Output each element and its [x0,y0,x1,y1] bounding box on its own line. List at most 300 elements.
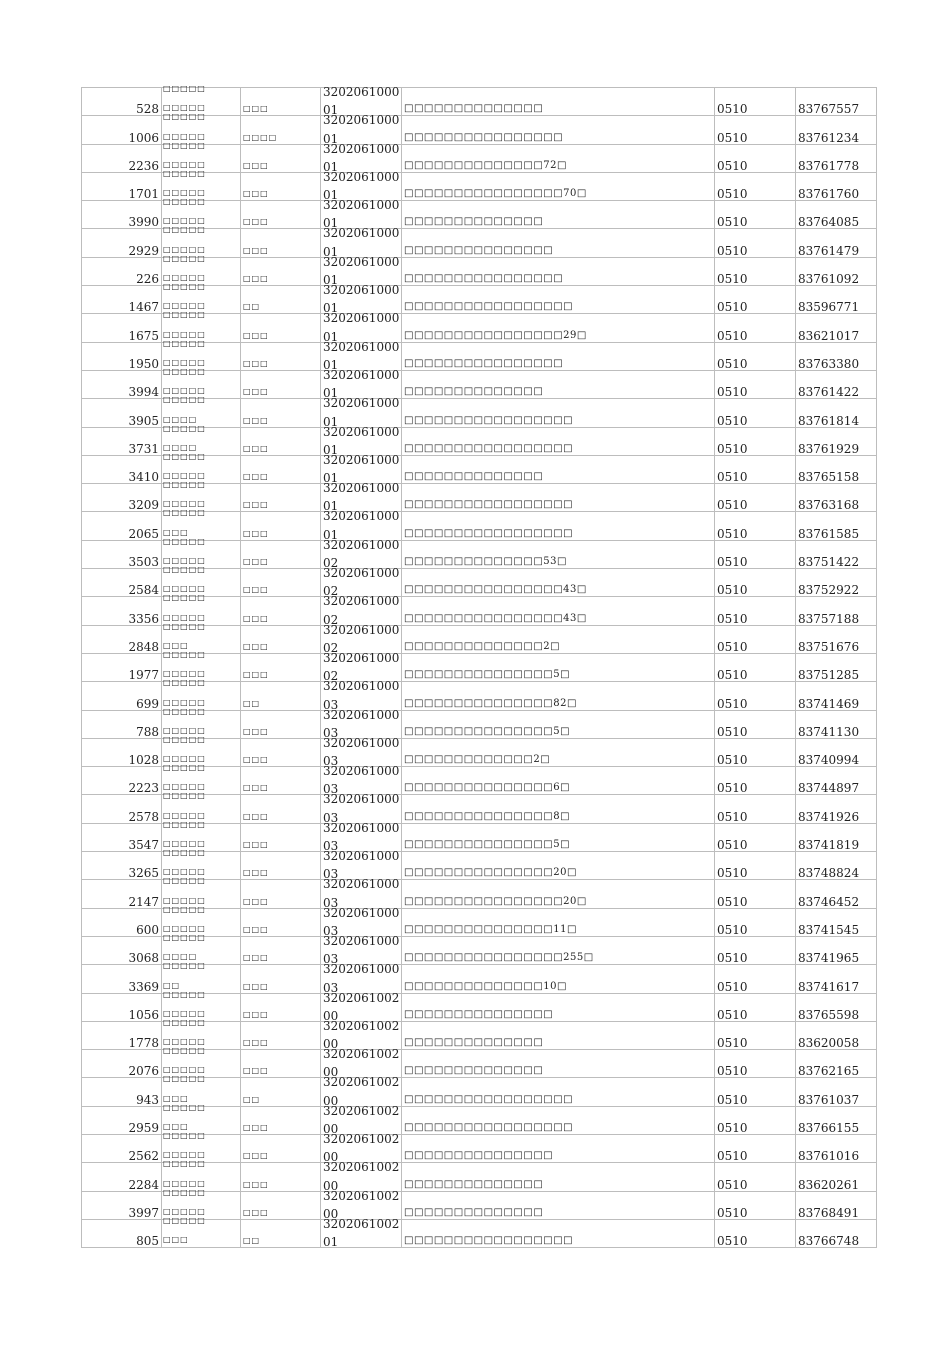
contact-person: □□ [243,1094,261,1104]
record-id-cell [82,682,162,710]
district-code-line2: 01 [323,131,339,146]
contact-person-cell [241,1050,321,1078]
company-name-line2: □□□ [163,1235,189,1245]
phone-number: 83763168 [798,498,860,513]
district-code-line2: 01 [323,527,339,542]
record-id-cell [82,993,162,1021]
contact-person: □□□ [243,387,269,397]
phone-area-code-cell [715,88,796,116]
record-id: 1778 [128,1036,159,1051]
area-code-cell [321,1188,402,1221]
phone-area-code: 0510 [717,1120,748,1135]
area-code-cell [321,820,402,854]
contact-person-cell [241,88,321,116]
phone-number-cell [796,993,877,1021]
company-name-line1: □□□□□ [163,876,206,886]
address-cell [402,427,715,455]
phone-area-code-cell [715,852,796,880]
contact-person: □□□ [243,783,269,793]
contact-person-cell [241,257,321,285]
area-code-cell [321,537,402,571]
company-name-line2: □□□□□ [163,159,206,169]
record-id-cell [82,512,162,540]
address-cell [402,1078,715,1106]
district-code-line1: 3202061000 [323,509,400,524]
phone-number: 83764085 [798,215,860,230]
district-code-line1: 3202061000 [323,85,400,99]
company-name-line1: □□□□□ [163,621,206,631]
phone-number-cell [796,880,877,908]
record-id-cell [82,823,162,851]
phone-area-code: 0510 [717,753,748,768]
record-id-cell [82,936,162,964]
phone-area-code-cell [715,512,796,540]
phone-area-code-cell [715,314,796,342]
company-name-line1: □□□□□ [163,451,206,461]
district-code-line2: 01 [323,273,339,288]
address-cell [402,1106,715,1134]
phone-number: 83761037 [798,1092,860,1107]
district-code-line2: 00 [323,1008,339,1023]
company-name-line1: □□□□□ [163,197,206,207]
record-id-cell [82,370,162,398]
district-code-line1: 3202061000 [323,424,400,439]
district-code-line1: 3202061000 [323,566,400,581]
phone-area-code: 0510 [717,639,748,654]
company-name-line2: □□□□□ [163,584,206,594]
address-cell [402,795,715,823]
phone-number-cell [796,597,877,625]
contact-person-cell [241,823,321,851]
area-code-cell [321,339,402,372]
contact-person-cell [241,936,321,964]
contact-person-cell [241,427,321,455]
district-code-line2: 00 [323,1065,339,1080]
address: □□□□□□□□□□□□□□□□□ [404,527,574,539]
company-name-line2: □□□□□ [163,103,206,113]
phone-number: 83761234 [798,130,860,145]
address: □□□□□□□□□□□□□□□11□ [404,923,577,935]
area-code-cell [321,283,402,316]
record-id-cell [82,399,162,427]
district-code-line2: 01 [323,386,339,401]
district-code-line1: 3202061000 [323,622,400,637]
phone-number: 83744897 [798,781,860,796]
address: □□□□□□□□□□□□□□ [404,216,544,228]
table-row [82,1219,877,1247]
district-code-line2: 03 [323,754,339,769]
company-name-line1: □□□□□ [163,678,206,688]
company-name-line2: □□□□□ [163,471,206,481]
company-name-line1: □□□□□ [163,734,206,744]
company-name-line1: □□□□□ [163,1102,206,1112]
phone-number-cell [796,144,877,172]
record-id-cell [82,625,162,653]
company-name-line1: □□□□□ [163,84,206,93]
record-id: 3369 [128,979,159,994]
address-cell [402,936,715,964]
phone-area-code-cell [715,370,796,398]
contact-person: □□□ [243,981,269,991]
company-name-line2: □□□□□ [163,273,206,283]
company-name-line1: □□□□□ [163,310,206,320]
contact-person: □□□ [243,1009,269,1019]
address: □□□□□□□□□□□□□□□□□ [404,442,574,454]
company-name-line1: □□□□□ [163,338,206,348]
phone-number: 83741819 [798,838,860,853]
district-code-line2: 03 [323,810,339,825]
record-id-cell [82,1050,162,1078]
phone-number-cell [796,852,877,880]
contact-person-cell [241,342,321,370]
phone-area-code: 0510 [717,526,748,541]
phone-area-code: 0510 [717,809,748,824]
district-code-line2: 03 [323,725,339,740]
record-id: 3209 [128,498,159,513]
phone-area-code: 0510 [717,498,748,513]
district-code-line2: 03 [323,980,339,995]
district-code-line1: 3202061000 [323,707,400,722]
address-cell [402,1134,715,1162]
phone-area-code: 0510 [717,724,748,739]
phone-area-code: 0510 [717,356,748,371]
phone-area-code-cell [715,710,796,738]
district-code-line2: 01 [323,357,339,372]
record-id-cell [82,1021,162,1049]
phone-area-code: 0510 [717,922,748,937]
record-id: 3503 [128,555,159,570]
address: □□□□□□□□□□□□□□□20□ [404,867,577,879]
phone-number-cell [796,795,877,823]
address: □□□□□□□□□□□□□□53□ [404,556,567,568]
record-id-cell [82,144,162,172]
record-id-cell [82,116,162,144]
contact-person: □□□ [243,868,269,878]
phone-number-cell [796,908,877,936]
phone-area-code: 0510 [717,300,748,315]
company-name-line2: □□□□□ [163,556,206,566]
address-cell [402,625,715,653]
area-code-cell [321,85,402,118]
address: □□□□□□□□□□□□□□□□□ [404,1235,574,1247]
company-name-line2: □□□□□ [163,612,206,622]
contact-person-cell [241,710,321,738]
address-cell [402,370,715,398]
district-code-line2: 03 [323,895,339,910]
company-name-line2: □□□□□ [163,499,206,509]
district-code-line1: 3202061000 [323,764,400,779]
phone-number: 83762165 [798,1064,860,1079]
phone-number: 83761585 [798,526,860,541]
address-cell [402,852,715,880]
phone-number-cell [796,823,877,851]
company-name-line2: □□□□□ [163,386,206,396]
phone-number: 83767557 [798,102,860,117]
phone-area-code-cell [715,1134,796,1162]
phone-number: 83741617 [798,979,860,994]
record-id-cell [82,908,162,936]
phone-number-cell [796,201,877,229]
record-id: 1950 [128,356,159,371]
phone-area-code-cell [715,144,796,172]
phone-area-code: 0510 [717,1205,748,1220]
contact-person-cell [241,1163,321,1191]
contact-person-cell [241,908,321,936]
company-name-line2: □□□□□ [163,188,206,198]
district-code-line1: 3202061000 [323,679,400,694]
phone-area-code-cell [715,427,796,455]
contact-person: □□□ [243,557,269,567]
contact-person-cell [241,484,321,512]
record-id: 226 [136,272,159,287]
address: □□□□□□□□□□□□□□□□29□ [404,329,587,341]
contact-person-cell [241,993,321,1021]
record-id-cell [82,172,162,200]
district-code-line2: 00 [323,1037,339,1052]
address: □□□□□□□□□□□□□□□□20□ [404,895,587,907]
address: □□□□□□□□□□□□□□□□43□ [404,612,587,624]
record-id: 2223 [128,781,159,796]
area-code-cell [321,254,402,288]
address-cell [402,823,715,851]
district-code-line1: 3202061000 [323,877,400,892]
district-code-line1: 3202061000 [323,339,400,354]
contact-person-cell [241,455,321,483]
contact-person-cell [241,625,321,653]
phone-area-code: 0510 [717,781,748,796]
company-name-line1: □□□□□ [163,423,206,433]
district-code-line2: 00 [323,1093,339,1108]
address-cell [402,201,715,229]
phone-area-code: 0510 [717,1092,748,1107]
phone-area-code-cell [715,1078,796,1106]
district-code-line2: 02 [323,669,339,684]
phone-number: 83620058 [798,1036,860,1051]
address-cell [402,653,715,681]
company-name-line1: □□□□□ [163,989,206,999]
company-name-line2: □□□□□ [163,1008,206,1018]
company-name-line1: □□□□□ [163,253,206,263]
company-name-line2: □□□□□ [163,754,206,764]
record-id: 3068 [128,951,159,966]
phone-area-code-cell [715,116,796,144]
contact-person-cell [241,795,321,823]
contact-person-cell [241,116,321,144]
record-id: 1056 [128,1007,159,1022]
contact-person-cell [241,286,321,314]
company-name-line2: □□□□□ [163,839,206,849]
area-code-cell [321,1018,402,1052]
phone-number-cell [796,936,877,964]
address-cell [402,710,715,738]
company-name-line2: □□□□□ [163,1206,206,1216]
area-code-cell [321,141,402,174]
address-cell [402,1050,715,1078]
address-cell [402,1219,715,1247]
contact-person: □□□ [243,811,269,821]
area-code-cell [321,1075,402,1108]
contact-person: □□□ [243,953,269,963]
area-code-cell [321,1047,402,1080]
record-id-cell [82,229,162,257]
company-name-line1: □□□□□ [163,395,206,405]
phone-number-cell [796,370,877,398]
company-name-line2: □□□□□ [163,725,206,735]
contact-person: □□□ [243,472,269,482]
contact-person-cell [241,880,321,908]
company-name-line1: □□□□□ [163,282,206,292]
area-code-cell [321,877,402,910]
contact-person: □□□ [243,613,269,623]
phone-number-cell [796,1106,877,1134]
contact-person-cell [241,682,321,710]
address: □□□□□□□□□□□□□□□□□ [404,499,574,511]
address: □□□□□□□□□□□□□□□□ [404,273,564,285]
district-code-line1: 3202061000 [323,962,400,977]
address: □□□□□□□□□□□□□□□5□ [404,669,571,681]
district-code-line1: 3202061000 [323,537,400,552]
company-name-line1: □□□□□ [163,1215,206,1225]
contact-person: □□□ [243,189,269,199]
district-code-line2: 03 [323,697,339,712]
contact-person-cell [241,1078,321,1106]
record-id: 3994 [128,385,159,400]
record-id: 2076 [128,1064,159,1079]
address-cell [402,540,715,568]
record-id-cell [82,597,162,625]
company-name-line2: □□□□□ [163,357,206,367]
phone-number-cell [796,625,877,653]
record-id-cell [82,1219,162,1247]
address: □□□□□□□□□□□□□□□□ [404,131,564,143]
record-id: 3990 [128,215,159,230]
area-code-cell [321,622,402,655]
phone-number-cell [796,512,877,540]
district-code-line1: 3202061000 [323,452,400,467]
company-name-line1: □□□□□ [163,1130,206,1140]
phone-area-code: 0510 [717,668,748,683]
phone-area-code: 0510 [717,243,748,258]
contact-person-cell [241,172,321,200]
company-name-line1: □□□□□ [163,904,206,914]
phone-area-code: 0510 [717,158,748,173]
address: □□□□□□□□□□□□□2□ [404,754,551,766]
phone-area-code: 0510 [717,385,748,400]
district-code-line2: 01 [323,471,339,486]
area-code-cell [321,198,402,231]
contact-person: □□□ [243,1066,269,1076]
area-code-cell [321,311,402,344]
record-id: 3410 [128,470,159,485]
area-code-cell [321,1160,402,1193]
contact-person: □□□ [243,1151,269,1161]
record-id-cell [82,540,162,568]
phone-area-code: 0510 [717,951,748,966]
phone-area-code: 0510 [717,555,748,570]
contact-person: □□□ [243,245,269,255]
record-id-cell [82,767,162,795]
contact-person: □□□ [243,1207,269,1217]
address: □□□□□□□□□□□□□□□□□ [404,1093,574,1105]
phone-area-code-cell [715,286,796,314]
phone-area-code: 0510 [717,441,748,456]
phone-number: 83751676 [798,639,860,654]
phone-number: 83740994 [798,753,860,768]
address: □□□□□□□□□□□□□□□□□ [404,414,574,426]
area-code-cell [321,509,402,542]
district-code-line2: 02 [323,556,339,571]
address-cell [402,1163,715,1191]
phone-area-code-cell [715,1191,796,1219]
district-code-line2: 02 [323,584,339,599]
district-code-line2: 00 [323,1150,339,1165]
phone-number-cell [796,540,877,568]
phone-area-code: 0510 [717,1007,748,1022]
district-code-line1: 3202061002 [323,1160,400,1175]
record-id: 2562 [128,1149,159,1164]
contact-person-cell [241,229,321,257]
phone-number: 83621017 [798,328,860,343]
record-id: 2959 [128,1120,159,1135]
phone-area-code-cell [715,540,796,568]
company-name-line2: □□□□□ [163,867,206,877]
phone-number-cell [796,172,877,200]
phone-area-code: 0510 [717,1064,748,1079]
contact-person: □□□ [243,415,269,425]
area-code-cell [321,849,402,882]
phone-area-code: 0510 [717,611,748,626]
address: □□□□□□□□□□□□□□2□ [404,640,561,652]
contact-person-cell [241,1106,321,1134]
district-code-line2: 03 [323,867,339,882]
district-code-line2: 01 [323,499,339,514]
district-code-line2: 01 [323,159,339,174]
address: □□□□□□□□□□□□□□□5□ [404,725,571,737]
record-id: 2147 [128,894,159,909]
phone-number: 83741469 [798,696,860,711]
contact-person: □□□ [243,670,269,680]
phone-number-cell [796,314,877,342]
company-name-cell [162,1215,241,1247]
contact-person: □□□ [243,500,269,510]
address: □□□□□□□□□□□□□□ [404,1037,544,1049]
phone-area-code: 0510 [717,1036,748,1051]
address-cell [402,172,715,200]
area-code-cell [321,452,402,486]
district-code-line1: 3202061002 [323,1216,400,1231]
district-code-line2: 03 [323,839,339,854]
phone-number-cell [796,1134,877,1162]
phone-number-cell [796,682,877,710]
company-name-line1: □□□□□ [163,1187,206,1197]
company-name-line2: □□□□□ [163,329,206,339]
district-code-line2: 00 [323,1206,339,1221]
phone-area-code-cell [715,965,796,993]
records-table [81,84,877,1250]
address: □□□□□□□□□□□□□□□8□ [404,810,571,822]
address-cell [402,286,715,314]
area-code-cell [321,990,402,1023]
company-name-line1: □□□□□ [163,112,206,122]
company-name-line2: □□□ [163,1121,189,1131]
address-cell [402,399,715,427]
company-name-line1: □□□□□ [163,848,206,858]
company-name-line1: □□□□□ [163,1159,206,1169]
district-code-line1: 3202061002 [323,1103,400,1118]
phone-number-cell [796,229,877,257]
record-id-cell [82,455,162,483]
district-code-line1: 3202061000 [323,169,400,184]
